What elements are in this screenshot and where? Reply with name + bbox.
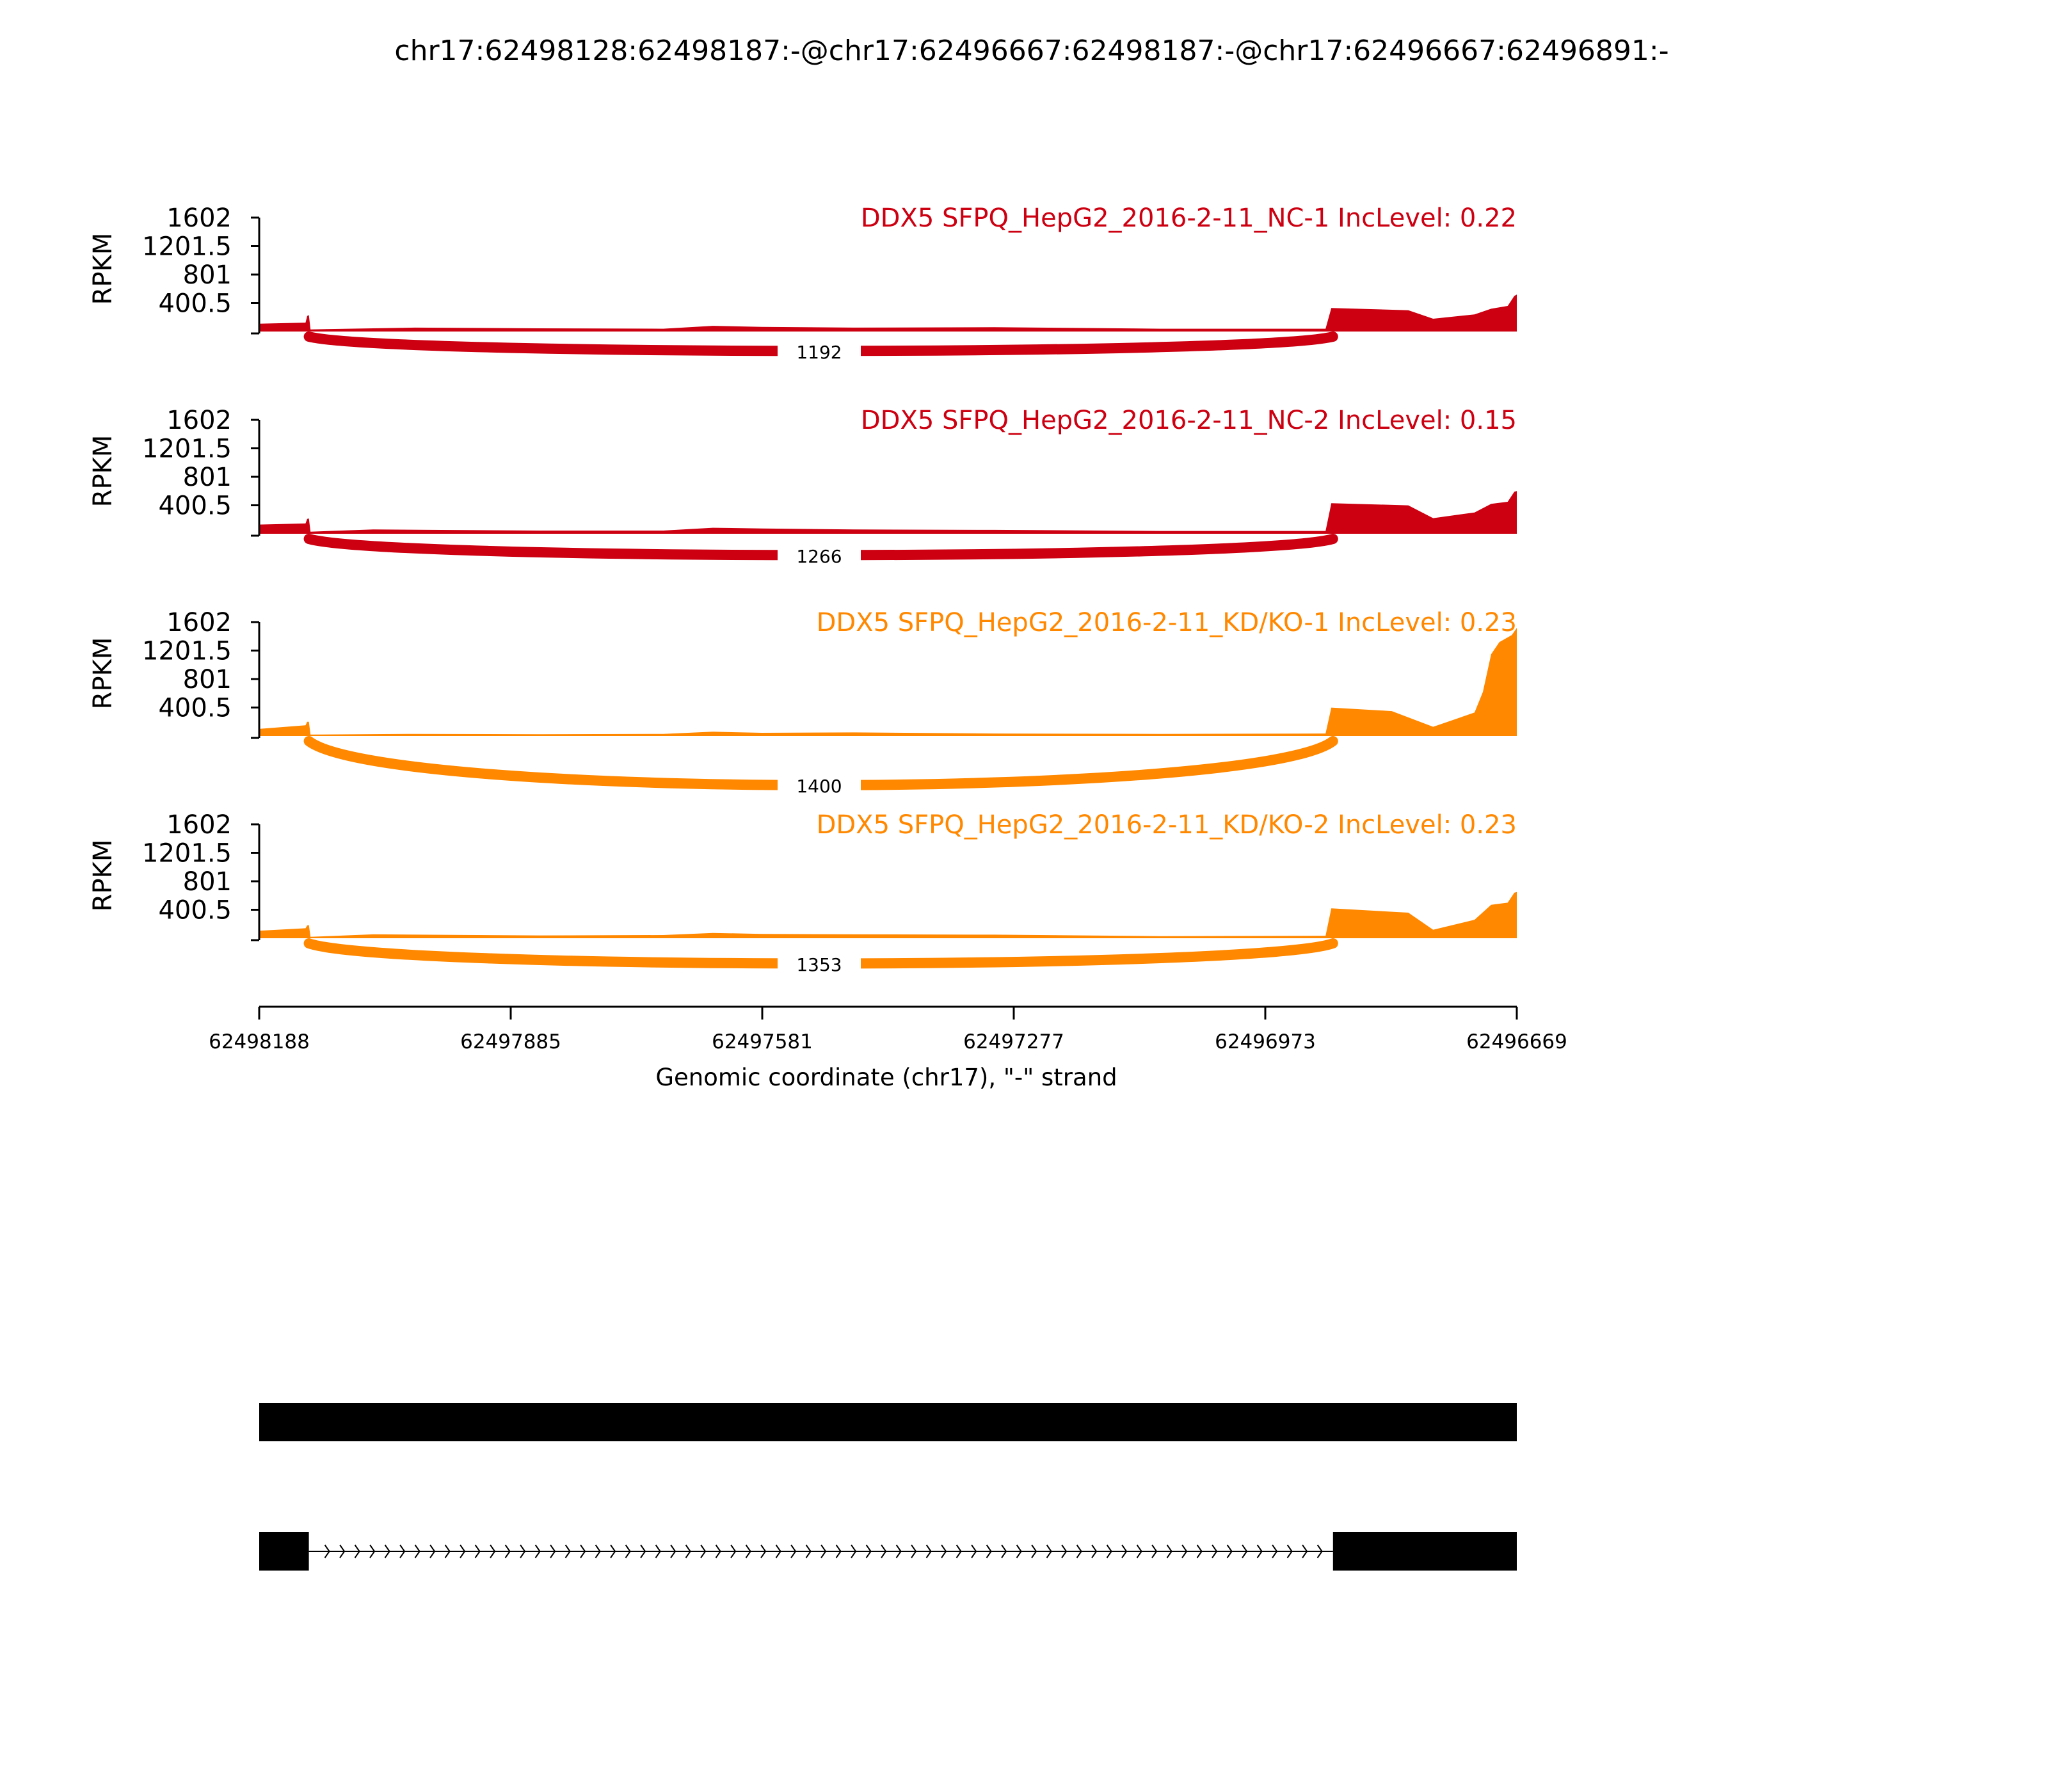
y-tick-label: 801: [182, 867, 232, 897]
sample-label: DDX5 SFPQ_HepG2_2016-2-11_NC-1 IncLevel: 0.22: [860, 204, 1517, 233]
y-tick-label: 801: [182, 463, 232, 492]
x-tick-label: 62497885: [460, 1030, 561, 1053]
junction-count: 1353: [796, 954, 842, 975]
sample-label: DDX5 SFPQ_HepG2_2016-2-11_KD/KO-1 IncLevel: 0.23: [816, 608, 1517, 637]
y-tick-label: 1602: [166, 406, 232, 435]
exon-block: [259, 1403, 1517, 1441]
exon-block: [1333, 1532, 1517, 1571]
y-tick-label: 400.5: [158, 895, 232, 925]
y-tick-label: 801: [182, 665, 232, 694]
y-tick-label: 1201.5: [142, 434, 232, 464]
y-axis-label: RPKM: [88, 839, 118, 912]
y-tick-label: 1201.5: [142, 232, 232, 262]
y-axis-label: RPKM: [88, 435, 118, 508]
x-tick-label: 62498188: [209, 1030, 310, 1053]
x-tick-label: 62497581: [712, 1030, 813, 1053]
y-tick-label: 1602: [166, 204, 232, 233]
y-tick-label: 400.5: [158, 491, 232, 521]
y-axis-label: RPKM: [88, 637, 118, 710]
junction-count: 1192: [796, 342, 842, 363]
y-tick-label: 400.5: [158, 693, 232, 723]
x-tick-label: 62496669: [1466, 1030, 1567, 1053]
y-tick-label: 400.5: [158, 289, 232, 319]
y-tick-label: 1201.5: [142, 636, 232, 666]
junction-count: 1400: [796, 776, 842, 797]
x-tick-label: 62496973: [1215, 1030, 1316, 1053]
y-tick-label: 801: [182, 260, 232, 290]
sample-label: DDX5 SFPQ_HepG2_2016-2-11_KD/KO-2 IncLevel: 0.23: [816, 810, 1517, 840]
junction-count: 1266: [796, 546, 842, 567]
isoform: [259, 1403, 1517, 1441]
x-axis-label: Genomic coordinate (chr17), "-" strand: [655, 1064, 1117, 1091]
y-tick-label: 1602: [166, 810, 232, 840]
figure-title: chr17:62498128:62498187:-@chr17:62496667:62498187:-@chr17:62496667:62496891:-: [394, 35, 1669, 67]
sample-label: DDX5 SFPQ_HepG2_2016-2-11_NC-2 IncLevel: 0.15: [860, 406, 1517, 435]
x-tick-label: 62497277: [963, 1030, 1064, 1053]
exon-block: [259, 1532, 309, 1571]
y-tick-label: 1201.5: [142, 838, 232, 868]
y-tick-label: 1602: [166, 608, 232, 637]
y-axis-label: RPKM: [88, 232, 118, 305]
